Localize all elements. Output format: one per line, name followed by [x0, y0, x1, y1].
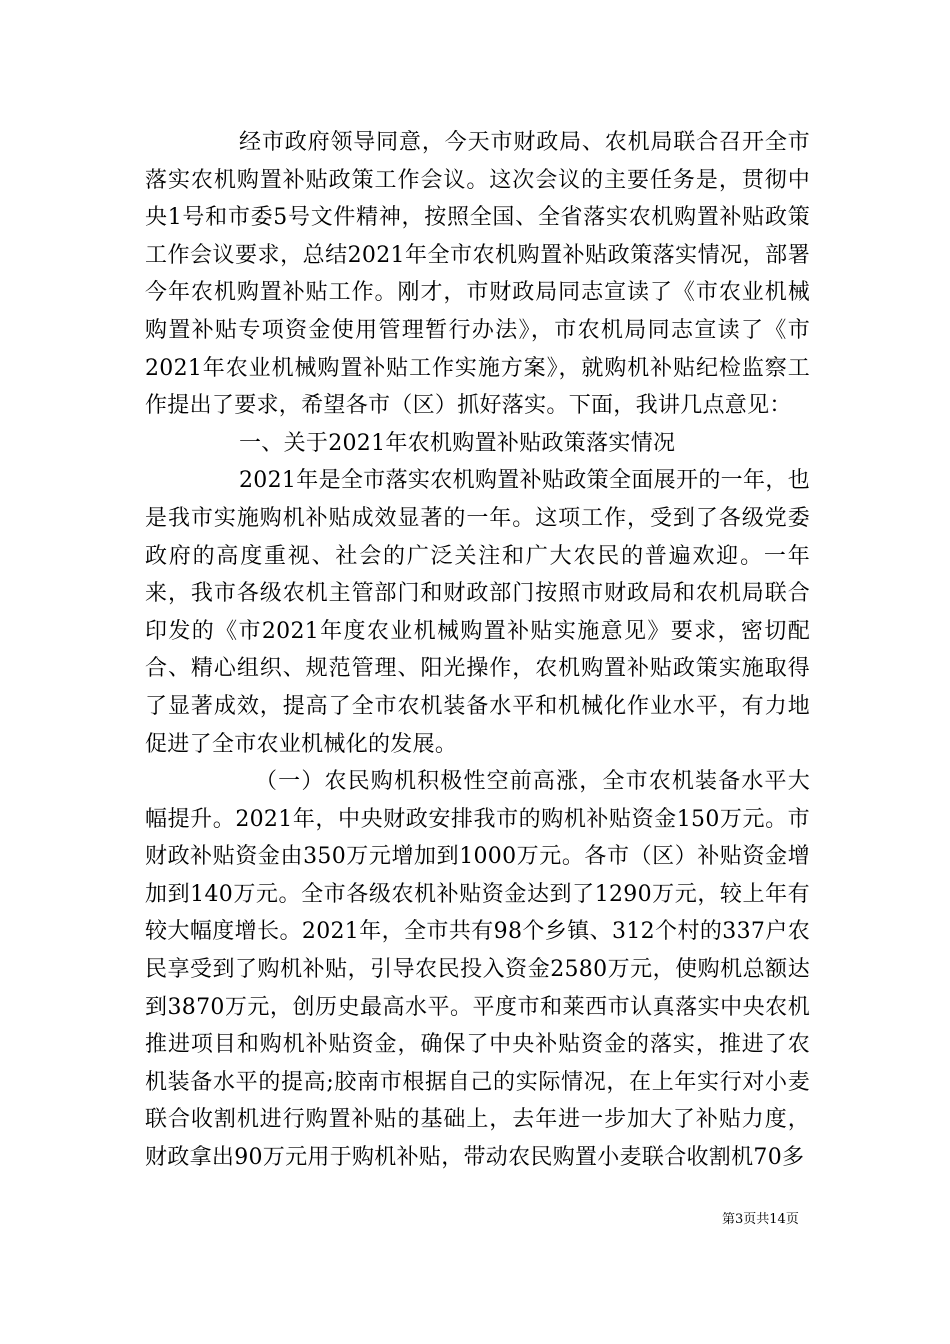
section-paragraph: 2021年是全市落实农机购置补贴政策全面展开的一年，也是我市实施购机补贴成效显著的一年。这项工作，受到了各级党委政府的高度重视、社会的广泛关注和广大农民的普遍欢迎。一年来，我市各级农机主管部门和财政部门按照市财政局和农机局联合印发的《市2021年度农业机械购置补贴实施意见》要求，密切配合、精心组织、规范管理、阳光操作，农机购置补贴政策实施取得了显著成效，提高了全市农机装备水平和机械化作业水平，有力地促进了全市农业机械化的发展。 — [145, 468, 810, 757]
page-number: 第3页共14页 — [722, 1212, 799, 1227]
intro-paragraph: 经市政府领导同意，今天市财政局、农机局联合召开全市落实农机购置补贴政策工作会议。这次会议的主要任务是，贯彻中央1号和市委5号文件精神，按照全国、全省落实农机购置补贴政策工作会议要求，总结2021年全市农机购置补贴政策落实情况，部署今年农机购置补贴工作。刚才，市财政局同志宣读了《市农业机械购置补贴专项资金使用管理暂行办法》，市农机局同志宣读了《市2021年农业机械购置补贴工作实施方案》，就购机补贴纪检监察工作提出了要求，希望各市（区）抓好落实。下面，我讲几点意见： — [145, 130, 810, 419]
subsection-paragraph: （一）农民购机积极性空前高涨，全市农机装备水平大幅提升。2021年，中央财政安排我市的购机补贴资金150万元。市财政补贴资金由350万元增加到1000万元。各市（区）补贴资金增加到140万元。全市各级农机补贴资金达到了1290万元，较上年有较大幅度增长。2021年，全市共有98个乡镇、312个村的337户农民享受到了购机补贴，引导农民投入资金2580万元，使购机总额达到3870万元，创历史最高水平。平度市和莱西市认真落实中央农机推进项目和购机补贴资金，确保了中央补贴资金的落实，推进了农机装备水平的提高;胶南市根据自己的实际情况，在上年实行对小麦联合收割机进行购置补贴的基础上，去年进一步加大了补贴力度，财政拿出90万元用于购机补贴，带动农民购置小麦联合收割机70多 — [145, 769, 810, 1171]
document-body — [145, 124, 810, 1177]
section-heading: 一、关于2021年农机购置补贴政策落实情况 — [239, 430, 676, 456]
